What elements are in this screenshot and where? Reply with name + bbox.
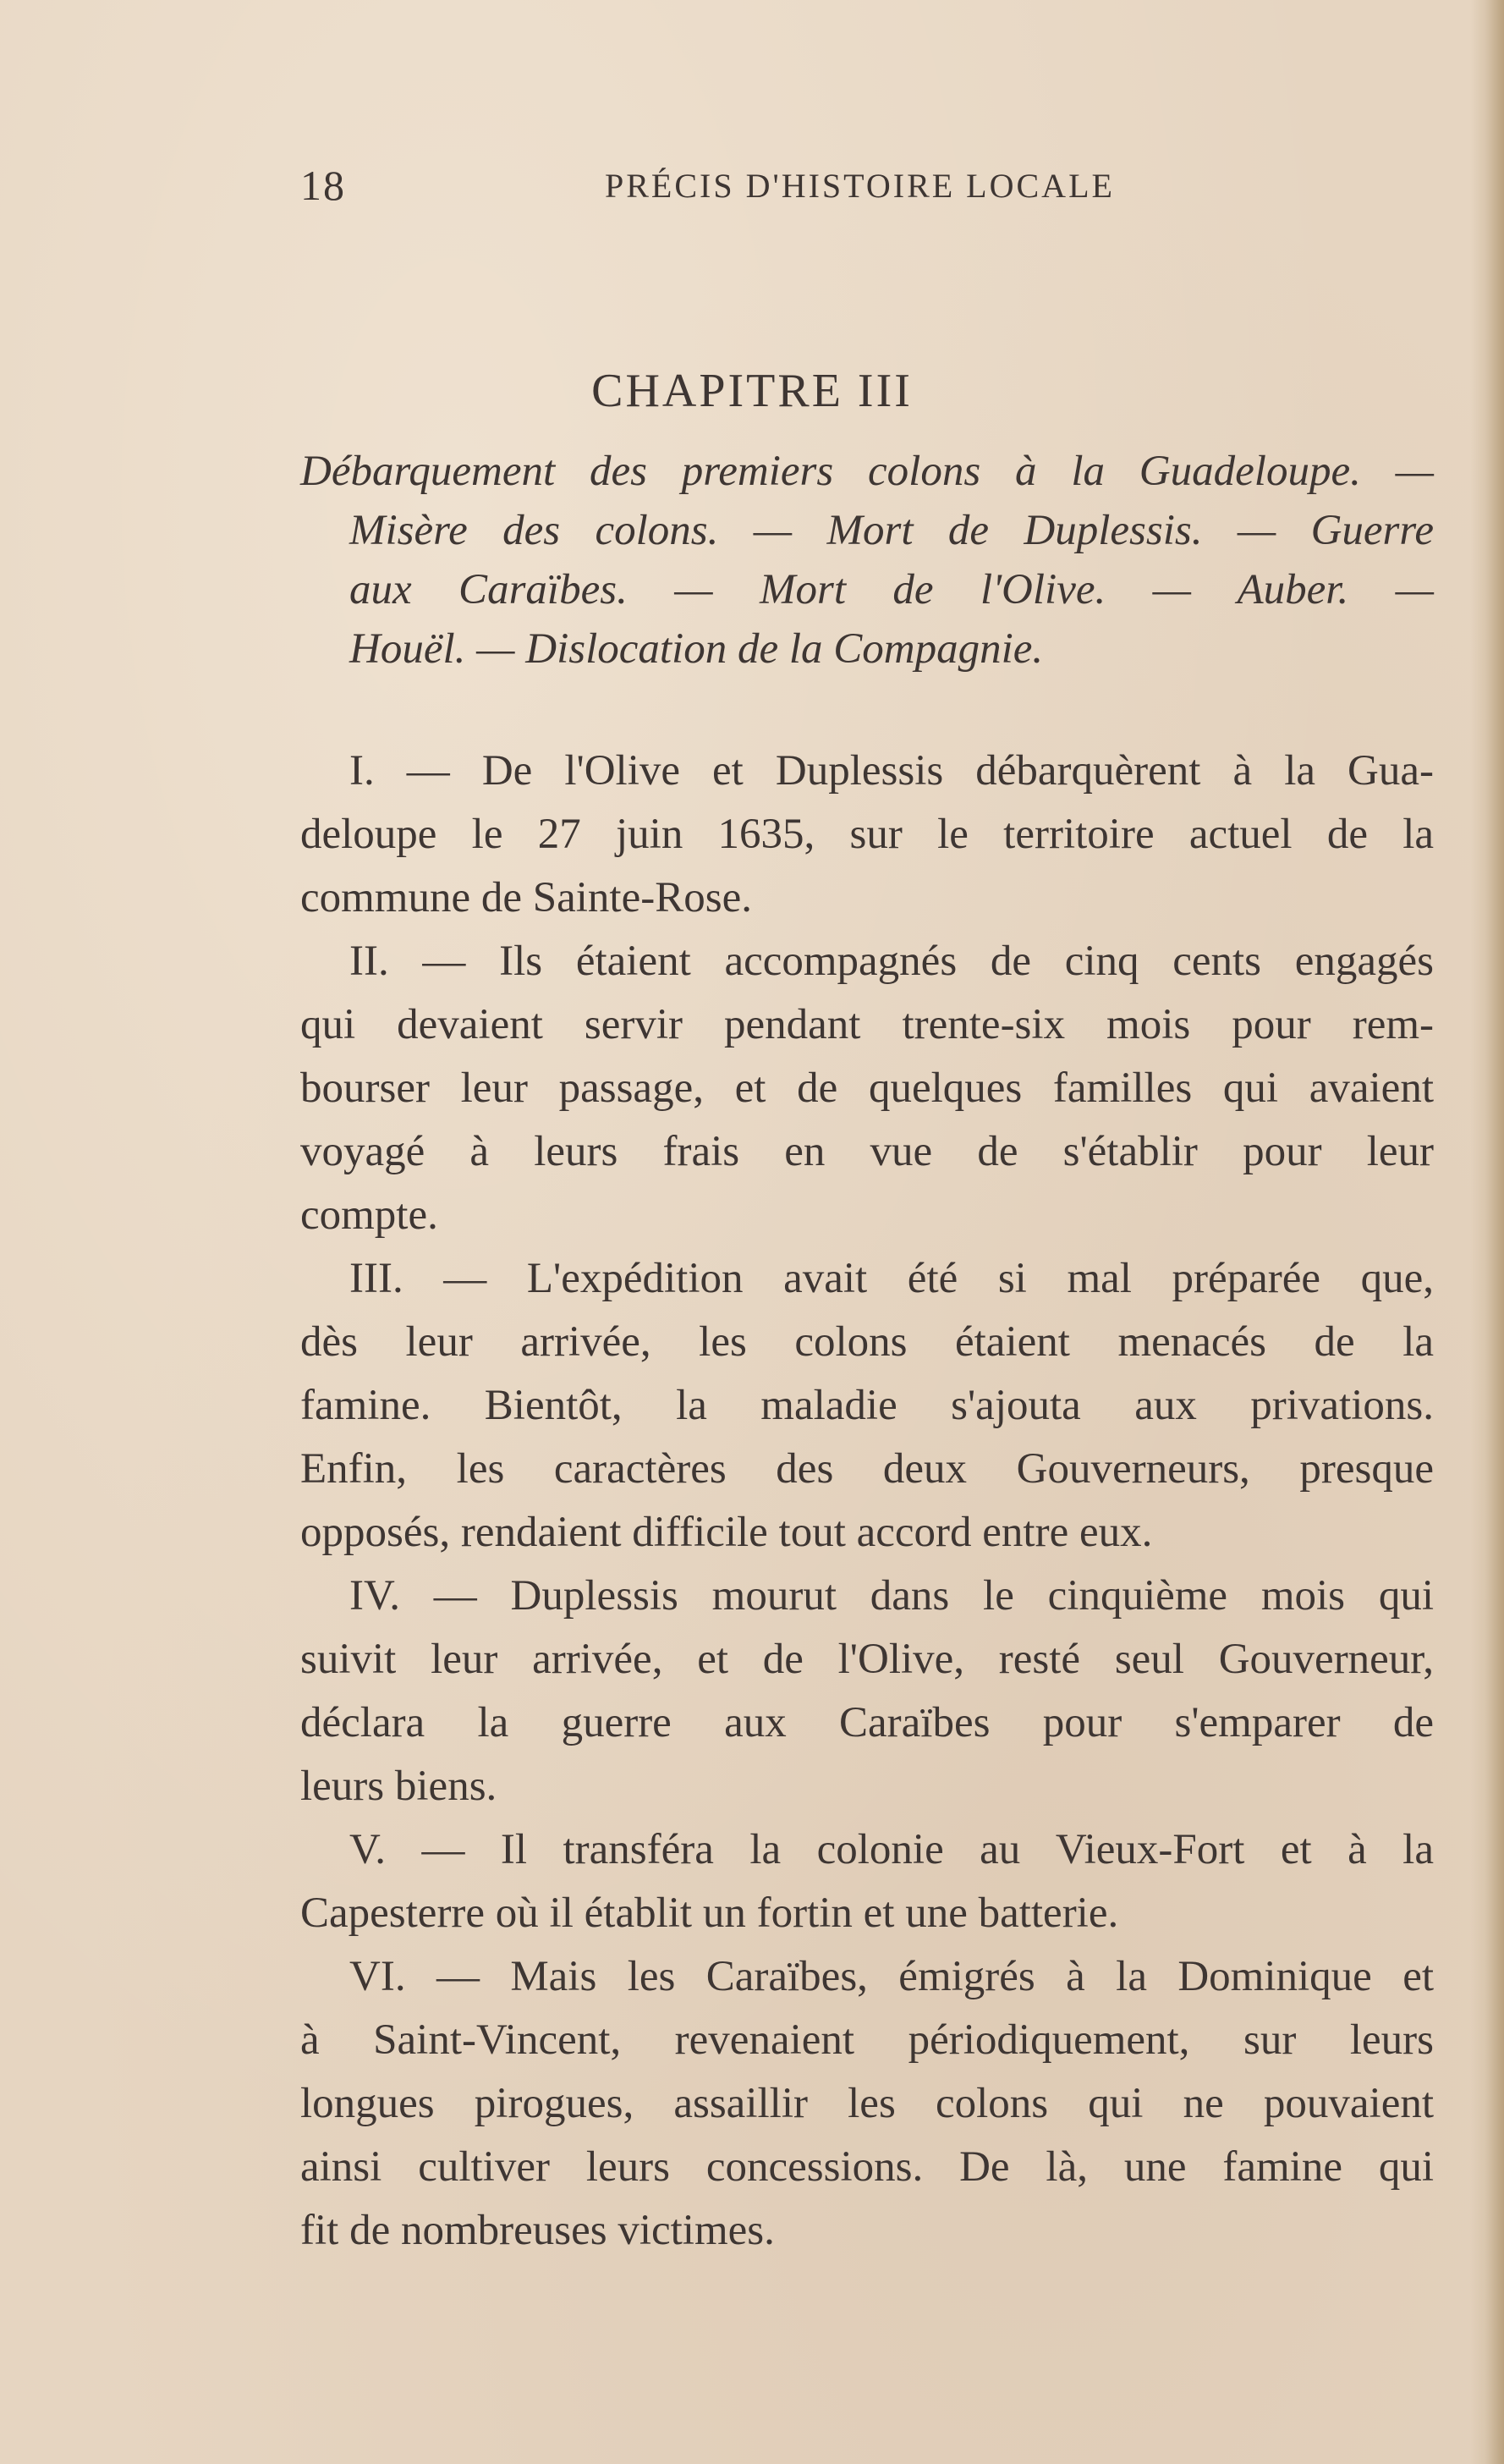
text-line: déclara la guerre aux Caraïbes pour s'emparer de [300, 1699, 1434, 1746]
text-line: dès leur arrivée, les colons étaient menacés de la [300, 1318, 1434, 1366]
text-line: voyagé à leurs frais en vue de s'établir pour leur [300, 1128, 1434, 1175]
chapter-summary [300, 442, 1434, 679]
text-line: à Saint-Vincent, revenaient périodiquement, sur leurs [300, 2016, 1434, 2064]
text-line: qui devaient servir pendant trente-six mois pour rem- [300, 1001, 1434, 1048]
text-line: opposés, rendaient difficile tout accord entre eux. [300, 1509, 1153, 1556]
paragraph-4 [300, 1565, 1434, 1818]
text-line: VI. — Mais les Caraïbes, émigrés à la Dominique et [349, 1953, 1434, 2000]
running-header [300, 161, 1214, 212]
summary-line: Houël. — Dislocation de la Compagnie. [349, 625, 1044, 673]
text-line: commune de Sainte-Rose. [300, 874, 752, 921]
text-line: suivit leur arrivée, et de l'Olive, resté seul Gouverneur, [300, 1636, 1434, 1683]
summary-line: aux Caraïbes. — Mort de l'Olive. — Auber. — [349, 566, 1434, 613]
summary-line: Misère des colons. — Mort de Duplessis. — Guerre [349, 507, 1434, 554]
text-line: ainsi cultiver leurs concessions. De là, une famine qui [300, 2143, 1434, 2191]
paragraph-2 [300, 930, 1434, 1247]
text-line: compte. [300, 1191, 438, 1239]
text-line: Capesterre où il établit un fortin et une batterie. [300, 1889, 1119, 1937]
chapter-title: CHAPITRE III [591, 365, 913, 417]
text-line: fit de nombreuses victimes. [300, 2207, 775, 2254]
page-number: 18 [300, 162, 346, 209]
paragraph-5 [300, 1818, 1434, 1945]
text-line: I. — De l'Olive et Duplessis débarquèrent à la Gua- [349, 747, 1434, 795]
summary-line: Débarquement des premiers colons à la Guadeloupe. — [300, 448, 1434, 495]
text-line: leurs biens. [300, 1763, 497, 1810]
running-title: PRÉCIS D'HISTOIRE LOCALE [605, 167, 1115, 205]
text-line: IV. — Duplessis mourut dans le cinquième mois qui [349, 1572, 1434, 1620]
text-line: III. — L'expédition avait été si mal préparée que, [349, 1255, 1434, 1302]
text-line: deloupe le 27 juin 1635, sur le territoire actuel de la [300, 811, 1434, 858]
body-text [300, 740, 1434, 2263]
paragraph-1 [300, 740, 1434, 930]
text-line: Enfin, les caractères des deux Gouverneurs, presque [300, 1445, 1434, 1493]
text-line: V. — Il transféra la colonie au Vieux-Fort et à la [349, 1826, 1434, 1873]
text-line: II. — Ils étaient accompagnés de cinq cents engagés [349, 938, 1434, 985]
paragraph-3 [300, 1247, 1434, 1565]
text-line: famine. Bientôt, la maladie s'ajouta aux privations. [300, 1382, 1434, 1429]
text-line: longues pirogues, assaillir les colons qui ne pouvaient [300, 2080, 1434, 2127]
text-line: bourser leur passage, et de quelques familles qui avaient [300, 1064, 1434, 1112]
paragraph-6 [300, 1945, 1434, 2263]
